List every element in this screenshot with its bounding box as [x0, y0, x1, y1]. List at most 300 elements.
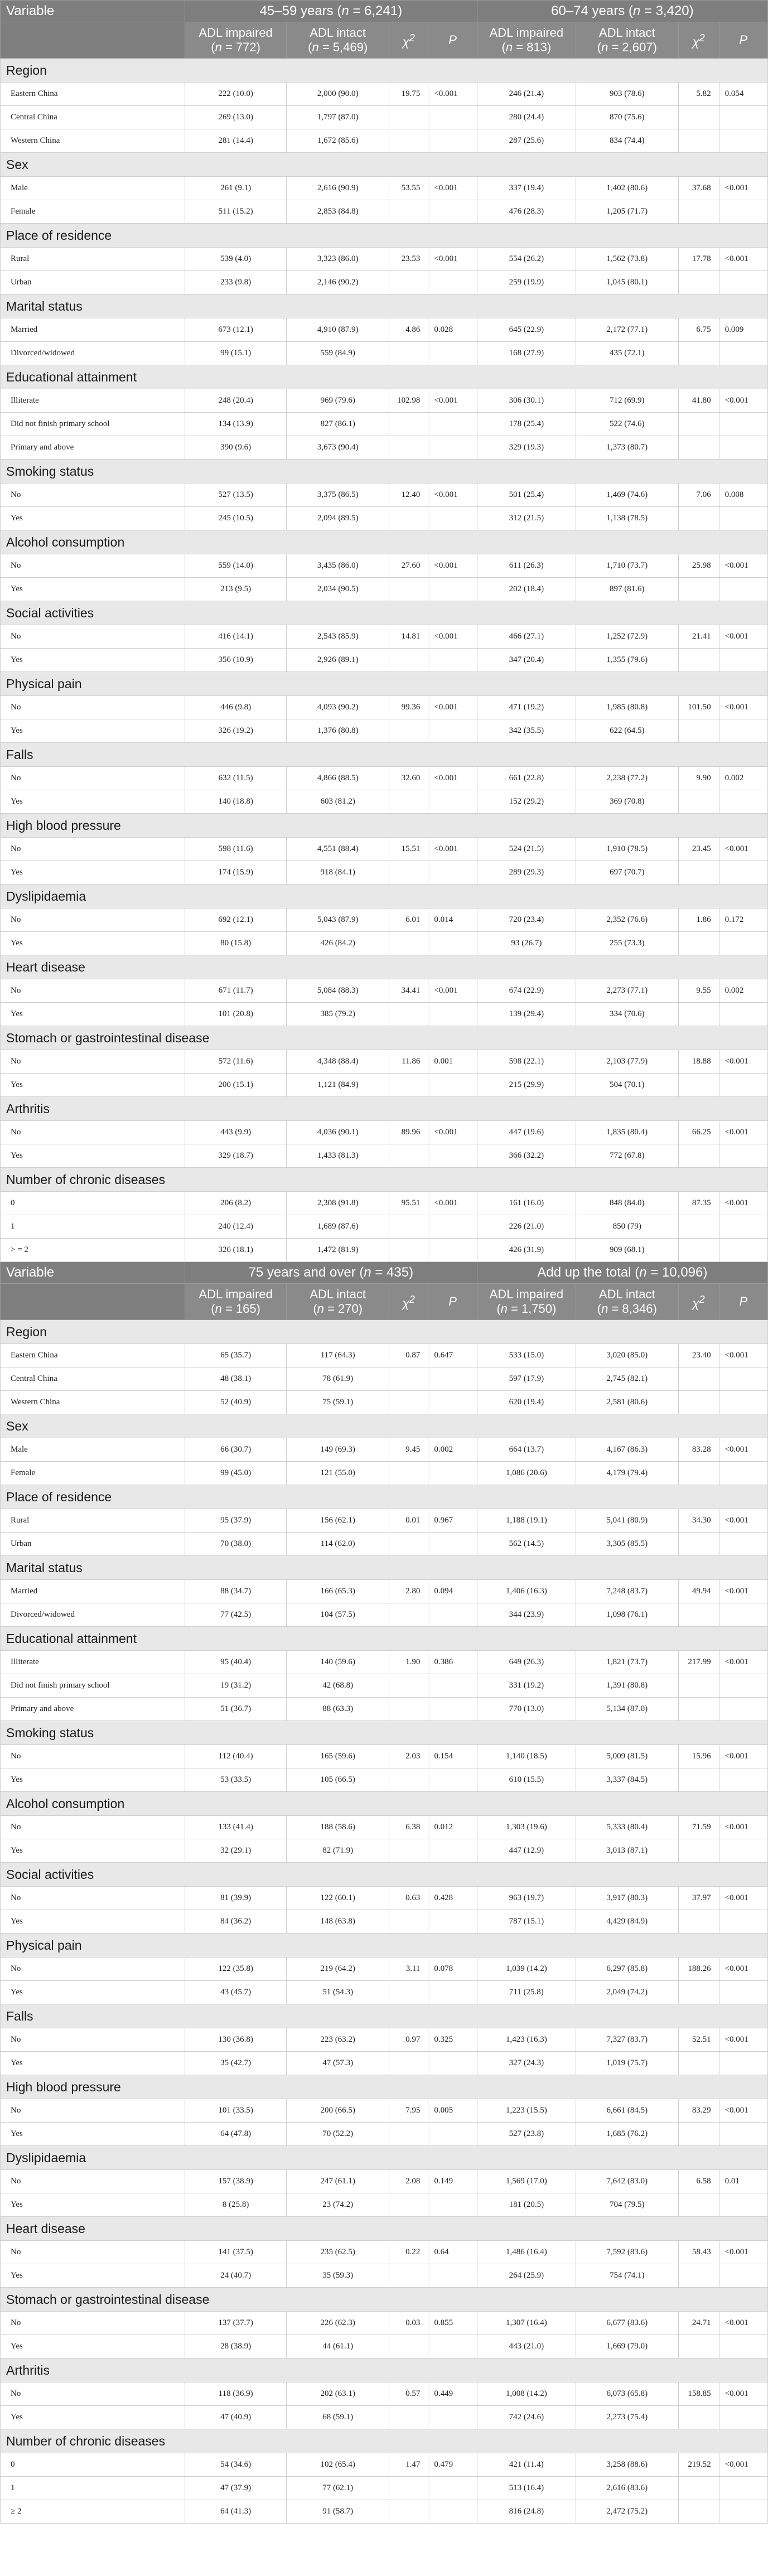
impaired-value: 671 (11.7): [185, 979, 286, 1003]
adl-impaired-count: = 813): [513, 40, 552, 54]
impaired-value: 52 (40.9): [185, 1391, 286, 1414]
panel-header-row: [1, 1262, 768, 1284]
p-value: [719, 507, 767, 530]
table-row: [1, 413, 768, 436]
p-value: [428, 507, 477, 530]
row-label: Divorced/widowed: [1, 1603, 185, 1627]
row-label: Central China: [1, 106, 185, 129]
row-label: 1: [1, 2477, 185, 2500]
impaired-value: 501 (25.4): [477, 484, 576, 507]
p-value: [719, 2193, 767, 2217]
intact-value: 1,045 (80.1): [576, 271, 678, 294]
intact-value: 247 (61.1): [287, 2170, 389, 2193]
intact-value: 969 (79.6): [287, 389, 389, 413]
p-value: [719, 1462, 767, 1485]
age-group-header: [477, 1262, 767, 1284]
impaired-value: 48 (38.1): [185, 1367, 286, 1391]
chi-square-value: 7.95: [389, 2099, 428, 2123]
chi-square-value: [389, 507, 428, 530]
p-value: [719, 1074, 767, 1097]
n-symbol: n: [364, 1265, 371, 1280]
chi-square-value: 37.97: [678, 1887, 719, 1910]
variable-header-spacer: [1, 22, 185, 59]
table-row: [1, 2406, 768, 2429]
impaired-value: 133 (41.4): [185, 1816, 286, 1839]
impaired-value: 80 (15.8): [185, 932, 286, 955]
impaired-value: 1,223 (15.5): [477, 2099, 576, 2123]
p-value: 0.449: [428, 2382, 477, 2406]
impaired-value: 598 (22.1): [477, 1050, 576, 1074]
table-row: [1, 767, 768, 790]
intact-value: 88 (63.3): [287, 1698, 389, 1721]
table-row: [1, 436, 768, 460]
row-label: Yes: [1, 719, 185, 743]
impaired-value: 1,039 (14.2): [477, 1958, 576, 1981]
adl-intact-count: = 270): [323, 1302, 363, 1316]
p-value: [719, 1910, 767, 1934]
intact-value: 3,323 (86.0): [287, 248, 389, 271]
chi-square-value: [678, 2193, 719, 2217]
chi-square-value: [389, 790, 428, 814]
adl-impaired-header: ADL impaired (n = 165): [185, 1284, 286, 1320]
impaired-value: 53 (33.5): [185, 1768, 286, 1792]
chi-square-value: [389, 932, 428, 955]
intact-value: 1,669 (79.0): [576, 2335, 678, 2358]
chi-square-value: [678, 2264, 719, 2288]
p-value: <0.001: [719, 1121, 767, 1144]
chi-square-value: [678, 1003, 719, 1026]
impaired-value: 28 (38.9): [185, 2335, 286, 2358]
impaired-value: 649 (26.3): [477, 1651, 576, 1674]
intact-value: 35 (59.3): [287, 2264, 389, 2288]
p-value: 0.01: [719, 2170, 767, 2193]
chi-square-value: 37.68: [678, 177, 719, 200]
intact-value: 102 (65.4): [287, 2453, 389, 2477]
impaired-value: 200 (15.1): [185, 1074, 286, 1097]
table-row: [1, 2477, 768, 2500]
impaired-value: 99 (15.1): [185, 342, 286, 365]
impaired-value: 215 (29.9): [477, 1074, 576, 1097]
chi-symbol: χ: [402, 35, 409, 49]
p-value: 0.005: [428, 2099, 477, 2123]
table-row: [1, 625, 768, 649]
adl-impaired-header: ADL impaired (n = 772): [185, 22, 286, 59]
column-header-row: [1, 1284, 768, 1320]
p-value-header: [428, 1284, 477, 1320]
chi-square-value: [678, 578, 719, 601]
chi-square-value: [678, 2123, 719, 2146]
p-value: <0.001: [719, 838, 767, 861]
chi-square-value: [678, 271, 719, 294]
group-title: 60–74 years (: [551, 3, 633, 18]
impaired-value: 720 (23.4): [477, 908, 576, 932]
n-symbol: n: [505, 40, 513, 54]
intact-value: 3,013 (87.1): [576, 1839, 678, 1863]
section-name: Alcohol consumption: [1, 530, 768, 554]
table-row: [1, 1651, 768, 1674]
intact-value: 188 (58.6): [287, 1816, 389, 1839]
adl-intact-header: ADL intact (n = 5,469): [287, 22, 389, 59]
intact-value: 114 (62.0): [287, 1533, 389, 1556]
variable-column-header: Variable: [1, 1262, 185, 1284]
chi-square-value: [678, 2052, 719, 2075]
intact-value: 1,672 (85.6): [287, 129, 389, 153]
impaired-value: 130 (36.8): [185, 2028, 286, 2052]
p-value: [719, 1674, 767, 1698]
section-header-row: [1, 672, 768, 696]
p-value: [719, 200, 767, 224]
p-value: <0.001: [719, 1958, 767, 1981]
table-row: [1, 1344, 768, 1367]
table-row: [1, 719, 768, 743]
n-symbol: n: [215, 1302, 222, 1316]
impaired-value: 673 (12.1): [185, 318, 286, 342]
p-value: <0.001: [719, 2241, 767, 2264]
row-label: No: [1, 767, 185, 790]
impaired-value: 118 (36.9): [185, 2382, 286, 2406]
n-symbol: n: [601, 1302, 608, 1316]
n-symbol: n: [341, 3, 349, 18]
impaired-value: 326 (18.1): [185, 1239, 286, 1262]
intact-value: 6,073 (65.8): [576, 2382, 678, 2406]
impaired-value: 562 (14.5): [477, 1533, 576, 1556]
p-value: [719, 129, 767, 153]
chi-square-value: 1.47: [389, 2453, 428, 2477]
p-value: [428, 2477, 477, 2500]
chi-square-value: 217.99: [678, 1651, 719, 1674]
p-value: <0.001: [719, 1745, 767, 1768]
table-row: [1, 1674, 768, 1698]
p-value: 0.967: [428, 1509, 477, 1533]
chi-square-value: [678, 1839, 719, 1863]
intact-value: 426 (84.2): [287, 932, 389, 955]
row-label: Yes: [1, 1768, 185, 1792]
chi-square-header: [678, 1284, 719, 1320]
p-value: [719, 2264, 767, 2288]
impaired-value: 711 (25.8): [477, 1981, 576, 2004]
table-row: [1, 2453, 768, 2477]
intact-value: 1,821 (73.7): [576, 1651, 678, 1674]
impaired-value: 261 (9.1): [185, 177, 286, 200]
chi-square-value: [389, 2264, 428, 2288]
table-row: [1, 83, 768, 106]
p-value: [428, 861, 477, 885]
section-header-row: [1, 1863, 768, 1887]
chi-square-value: [389, 578, 428, 601]
intact-value: 47 (57.3): [287, 2052, 389, 2075]
adl-impaired-label: ADL impaired: [489, 1287, 564, 1301]
row-label: Western China: [1, 1391, 185, 1414]
row-label: Yes: [1, 1074, 185, 1097]
impaired-value: 1,569 (17.0): [477, 2170, 576, 2193]
chi-square-value: [678, 1239, 719, 1262]
intact-value: 754 (74.1): [576, 2264, 678, 2288]
intact-value: 559 (84.9): [287, 342, 389, 365]
section-header-row: [1, 1792, 768, 1816]
adl-impaired-label: ADL impaired: [199, 26, 273, 40]
table-row: [1, 932, 768, 955]
table-row: [1, 1144, 768, 1168]
row-label: No: [1, 1816, 185, 1839]
section-name: Dyslipidaemia: [1, 2146, 768, 2170]
impaired-value: 213 (9.5): [185, 578, 286, 601]
chi-square-header: [678, 22, 719, 59]
chi-square-value: 2.08: [389, 2170, 428, 2193]
p-value: [428, 1981, 477, 2004]
intact-value: 3,020 (85.0): [576, 1344, 678, 1367]
chi-square-value: [678, 2335, 719, 2358]
intact-value: 70 (52.2): [287, 2123, 389, 2146]
table-row: [1, 1745, 768, 1768]
chi-square-value: [389, 2052, 428, 2075]
chi-square-value: [678, 1367, 719, 1391]
p-value: [719, 1533, 767, 1556]
row-label: Yes: [1, 1981, 185, 2004]
intact-value: 772 (67.8): [576, 1144, 678, 1168]
p-value: [719, 578, 767, 601]
group-title: Add up the total (: [537, 1265, 640, 1280]
intact-value: 2,616 (90.9): [287, 177, 389, 200]
chi-square-value: 83.28: [678, 1438, 719, 1462]
p-value: [428, 2052, 477, 2075]
p-value: [428, 578, 477, 601]
p-value: <0.001: [428, 389, 477, 413]
row-label: Yes: [1, 649, 185, 672]
intact-value: 522 (74.6): [576, 413, 678, 436]
intact-value: 1,376 (80.8): [287, 719, 389, 743]
chi-square-value: [389, 649, 428, 672]
impaired-value: 329 (19.3): [477, 436, 576, 460]
table-row: [1, 2241, 768, 2264]
chi-square-value: 0.01: [389, 1509, 428, 1533]
section-name: High blood pressure: [1, 2075, 768, 2099]
section-name: Number of chronic diseases: [1, 1168, 768, 1192]
row-label: No: [1, 2312, 185, 2335]
intact-value: 385 (79.2): [287, 1003, 389, 1026]
p-value: [428, 1391, 477, 1414]
variable-header-spacer: [1, 1284, 185, 1320]
chi-square-value: [678, 790, 719, 814]
section-name: Heart disease: [1, 2217, 768, 2241]
impaired-value: 390 (9.6): [185, 436, 286, 460]
impaired-value: 222 (10.0): [185, 83, 286, 106]
p-value: <0.001: [719, 1651, 767, 1674]
impaired-value: 770 (13.0): [477, 1698, 576, 1721]
impaired-value: 281 (14.4): [185, 129, 286, 153]
table-row: [1, 1981, 768, 2004]
row-label: No: [1, 1121, 185, 1144]
p-value: [719, 413, 767, 436]
p-value: [428, 1533, 477, 1556]
impaired-value: 963 (19.7): [477, 1887, 576, 1910]
impaired-value: 559 (14.0): [185, 554, 286, 578]
intact-value: 105 (66.5): [287, 1768, 389, 1792]
impaired-value: 610 (15.5): [477, 1768, 576, 1792]
chi-square-value: 25.98: [678, 554, 719, 578]
chi-square-value: [389, 1768, 428, 1792]
p-value: <0.001: [719, 625, 767, 649]
row-label: Yes: [1, 578, 185, 601]
p-value: 0.002: [719, 979, 767, 1003]
adl-impaired-count: = 772): [221, 40, 260, 54]
impaired-value: 139 (29.4): [477, 1003, 576, 1026]
row-label: Yes: [1, 2335, 185, 2358]
row-label: Male: [1, 1438, 185, 1462]
chi-square-value: 101.50: [678, 696, 719, 719]
p-value: 0.325: [428, 2028, 477, 2052]
chi-square-value: 21.41: [678, 625, 719, 649]
impaired-value: 533 (15.0): [477, 1344, 576, 1367]
intact-value: 334 (70.6): [576, 1003, 678, 1026]
table-row: [1, 1239, 768, 1262]
impaired-value: 527 (23.8): [477, 2123, 576, 2146]
impaired-value: 664 (13.7): [477, 1438, 576, 1462]
row-label: 0: [1, 2453, 185, 2477]
chi-square-header: [389, 22, 428, 59]
chi-square-value: 83.29: [678, 2099, 719, 2123]
chi-square-value: [678, 1603, 719, 1627]
chi-square-value: 0.87: [389, 1344, 428, 1367]
row-label: Central China: [1, 1367, 185, 1391]
p-value: [428, 1462, 477, 1485]
table-row: [1, 578, 768, 601]
impaired-value: 181 (20.5): [477, 2193, 576, 2217]
table-row: [1, 2382, 768, 2406]
intact-value: 2,103 (77.9): [576, 1050, 678, 1074]
impaired-value: 539 (4.0): [185, 248, 286, 271]
intact-value: 3,305 (85.5): [576, 1533, 678, 1556]
row-label: Primary and above: [1, 1698, 185, 1721]
intact-value: 226 (62.3): [287, 2312, 389, 2335]
chi-square-value: 89.96: [389, 1121, 428, 1144]
p-value: <0.001: [719, 248, 767, 271]
intact-value: 850 (79): [576, 1215, 678, 1239]
table-row: [1, 507, 768, 530]
impaired-value: 1,140 (18.5): [477, 1745, 576, 1768]
impaired-value: 202 (18.4): [477, 578, 576, 601]
table-row: [1, 696, 768, 719]
p-value: [719, 2500, 767, 2524]
intact-value: 200 (66.5): [287, 2099, 389, 2123]
row-label: Female: [1, 200, 185, 224]
table-row: [1, 248, 768, 271]
p-value: [719, 436, 767, 460]
chi-square-value: 15.51: [389, 838, 428, 861]
impaired-value: 88 (34.7): [185, 1580, 286, 1603]
p-value: <0.001: [719, 2453, 767, 2477]
section-name: Sex: [1, 153, 768, 177]
section-name: Physical pain: [1, 672, 768, 696]
row-label: Yes: [1, 1910, 185, 1934]
section-header-row: [1, 1556, 768, 1580]
intact-value: 5,043 (87.9): [287, 908, 389, 932]
impaired-value: 168 (27.9): [477, 342, 576, 365]
section-name: Smoking status: [1, 460, 768, 484]
impaired-value: 471 (19.2): [477, 696, 576, 719]
chi-square-value: 102.98: [389, 389, 428, 413]
p-value: <0.001: [719, 1509, 767, 1533]
section-header-row: [1, 2146, 768, 2170]
impaired-value: 661 (22.8): [477, 767, 576, 790]
chi-square-value: [678, 1462, 719, 1485]
p-value: 0.428: [428, 1887, 477, 1910]
impaired-value: 329 (18.7): [185, 1144, 286, 1168]
impaired-value: 421 (11.4): [477, 2453, 576, 2477]
impaired-value: 64 (47.8): [185, 2123, 286, 2146]
table-row: [1, 484, 768, 507]
group-title: 45–59 years (: [259, 3, 342, 18]
n-symbol: n: [639, 1265, 647, 1280]
table-row: [1, 1367, 768, 1391]
n-symbol: n: [215, 40, 222, 54]
impaired-value: 312 (21.5): [477, 507, 576, 530]
impaired-value: 64 (41.3): [185, 2500, 286, 2524]
p-value: [719, 1215, 767, 1239]
adl-intact-header: ADL intact (n = 8,346): [576, 1284, 678, 1320]
chi-square-value: [389, 200, 428, 224]
impaired-value: 816 (24.8): [477, 2500, 576, 2524]
impaired-value: 620 (19.4): [477, 1391, 576, 1414]
intact-value: 4,866 (88.5): [287, 767, 389, 790]
table-row: [1, 2500, 768, 2524]
p-value: 0.078: [428, 1958, 477, 1981]
p-value-header: [428, 22, 477, 59]
adl-intact-count: = 2,607): [608, 40, 657, 54]
intact-value: 5,134 (87.0): [576, 1698, 678, 1721]
chi-square-value: 14.81: [389, 625, 428, 649]
p-value: [428, 790, 477, 814]
p-value: <0.001: [719, 2382, 767, 2406]
section-header-row: [1, 601, 768, 625]
p-value: <0.001: [719, 1887, 767, 1910]
chi-square-value: [389, 1910, 428, 1934]
intact-value: 2,146 (90.2): [287, 271, 389, 294]
section-name: Alcohol consumption: [1, 1792, 768, 1816]
row-label: Yes: [1, 2193, 185, 2217]
section-header-row: [1, 814, 768, 838]
intact-value: 435 (72.1): [576, 342, 678, 365]
table-row: [1, 1074, 768, 1097]
chi-square-value: [389, 719, 428, 743]
impaired-value: 264 (25.9): [477, 2264, 576, 2288]
table-row: [1, 1910, 768, 1934]
section-header-row: [1, 59, 768, 83]
impaired-value: 598 (11.6): [185, 838, 286, 861]
intact-value: 156 (62.1): [287, 1509, 389, 1533]
intact-value: 104 (57.5): [287, 1603, 389, 1627]
intact-value: 75 (59.1): [287, 1391, 389, 1414]
chi-square-value: [678, 1074, 719, 1097]
chi-square-value: 0.97: [389, 2028, 428, 2052]
p-value: [428, 106, 477, 129]
chi-square-value: 23.45: [678, 838, 719, 861]
row-label: > = 2: [1, 1239, 185, 1262]
p-value: [428, 1144, 477, 1168]
chi-square-value: [389, 413, 428, 436]
chi-square-value: [389, 1074, 428, 1097]
impaired-value: 141 (37.5): [185, 2241, 286, 2264]
row-label: Yes: [1, 2264, 185, 2288]
chi-square-value: 58.43: [678, 2241, 719, 2264]
p-value: 0.172: [719, 908, 767, 932]
intact-value: 4,429 (84.9): [576, 1910, 678, 1934]
row-label: Married: [1, 318, 185, 342]
row-label: 1: [1, 1215, 185, 1239]
impaired-value: 226 (21.0): [477, 1215, 576, 1239]
row-label: Rural: [1, 1509, 185, 1533]
row-label: No: [1, 625, 185, 649]
p-value: <0.001: [719, 1580, 767, 1603]
